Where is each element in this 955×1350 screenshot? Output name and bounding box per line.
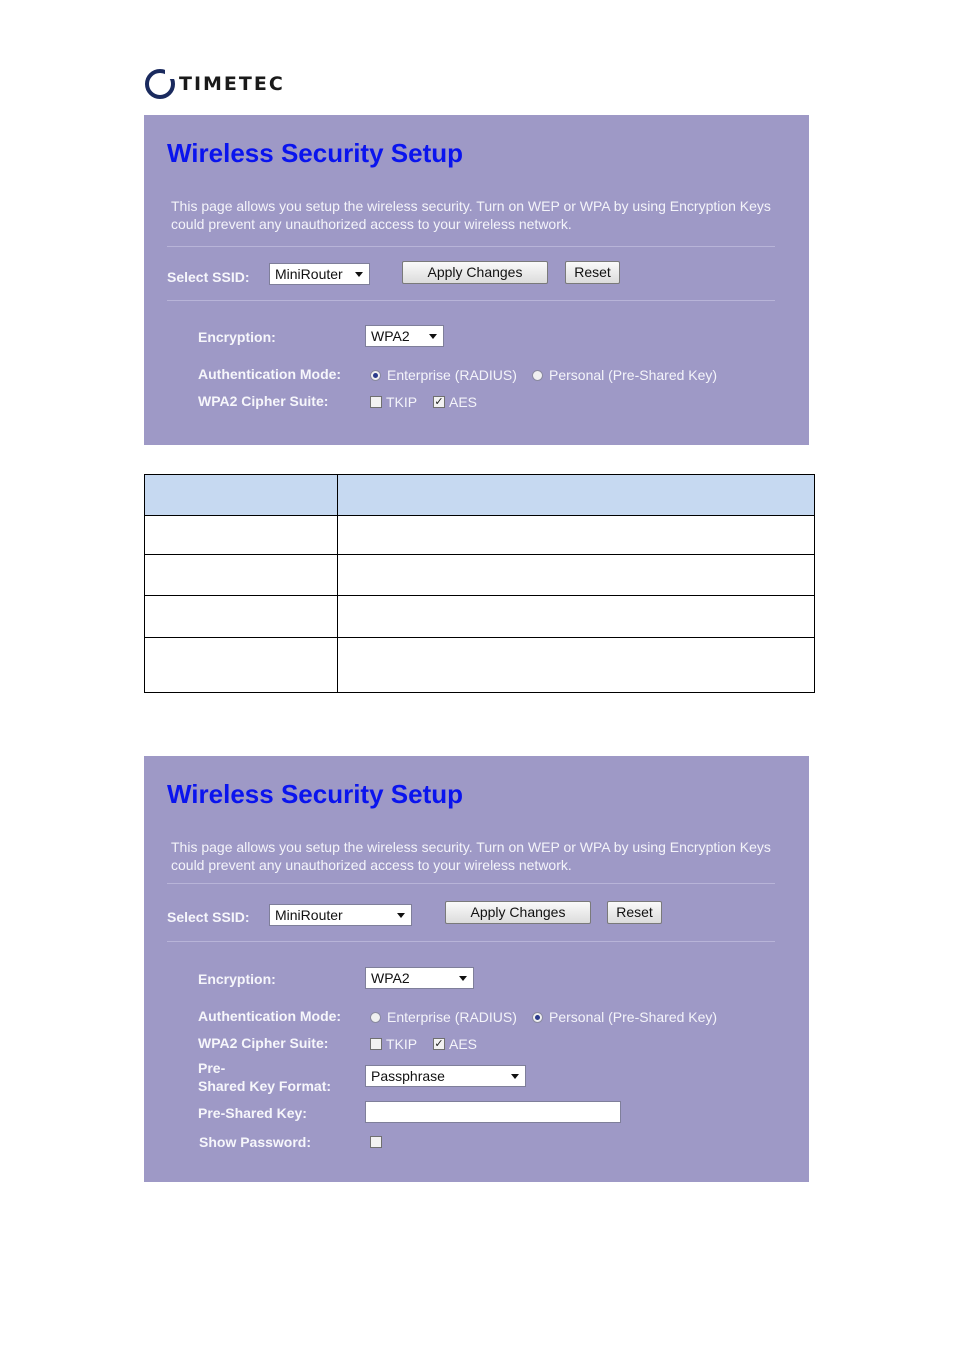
encryption-select[interactable] <box>365 325 444 347</box>
reset-button[interactable]: Reset <box>607 901 662 924</box>
auth-enterprise-label: Enterprise (RADIUS) <box>387 367 517 383</box>
aes-label: AES <box>449 394 478 410</box>
radio-enterprise[interactable] <box>370 370 381 381</box>
auth-enterprise-option[interactable] <box>370 367 517 383</box>
aes-label: AES <box>449 1036 478 1052</box>
wireless-security-panel-1 <box>144 115 809 445</box>
divider <box>167 300 775 301</box>
cipher-aes-option[interactable] <box>433 1036 477 1052</box>
chevron-down-icon <box>459 976 467 981</box>
chevron-down-icon <box>397 913 405 918</box>
ssid-select-value: MiniRouter <box>275 266 343 282</box>
psk-format-label-line-2: Shared Key Format: <box>198 1078 332 1094</box>
cipher-suite-label: WPA2 Cipher Suite: <box>198 1035 329 1051</box>
reset-button[interactable]: Reset <box>565 261 620 284</box>
table-row <box>145 596 815 638</box>
psk-format-select[interactable] <box>365 1065 526 1087</box>
radio-personal[interactable] <box>532 1012 543 1023</box>
psk-format-label-line-1: Pre- <box>198 1060 226 1076</box>
encryption-select[interactable] <box>365 967 474 989</box>
logo-ring-icon <box>145 69 175 99</box>
table-cell <box>338 516 815 555</box>
table-row <box>145 516 815 555</box>
table-cell <box>338 638 815 693</box>
cipher-suite-label: WPA2 Cipher Suite: <box>198 393 329 409</box>
table-cell <box>145 596 338 638</box>
tkip-label: TKIP <box>386 1036 418 1052</box>
wireless-security-panel-2 <box>144 756 809 1182</box>
chevron-down-icon <box>511 1074 519 1079</box>
tkip-checkbox[interactable] <box>370 396 382 408</box>
cipher-aes-option[interactable] <box>433 394 477 410</box>
encryption-label: Encryption: <box>198 971 276 987</box>
page-title: Wireless Security Setup <box>167 138 463 168</box>
tkip-checkbox[interactable] <box>370 1038 382 1050</box>
show-password-label: Show Password: <box>199 1134 312 1150</box>
auth-enterprise-label: Enterprise (RADIUS) <box>387 1009 517 1025</box>
select-ssid-label: Select SSID: <box>167 909 250 925</box>
encryption-select-value: WPA2 <box>371 970 410 986</box>
table-row <box>145 555 815 596</box>
logo-text: TIMETEC <box>179 73 285 95</box>
authentication-mode-label: Authentication Mode: <box>198 1008 342 1024</box>
divider <box>167 246 775 247</box>
select-ssid-label: Select SSID: <box>167 269 250 285</box>
apply-changes-button[interactable]: Apply Changes <box>402 261 548 284</box>
apply-changes-button[interactable]: Apply Changes <box>445 901 591 924</box>
psk-format-label <box>198 1059 331 1095</box>
table-header-cell <box>145 475 338 516</box>
aes-checkbox[interactable]: ✓ <box>434 396 444 408</box>
show-password-checkbox[interactable] <box>370 1136 382 1148</box>
table-cell <box>145 516 338 555</box>
ssid-select[interactable] <box>269 904 412 926</box>
radio-personal[interactable] <box>532 370 543 381</box>
chevron-down-icon <box>355 272 363 277</box>
cipher-tkip-option[interactable] <box>370 1036 417 1052</box>
ssid-select-value: MiniRouter <box>275 907 343 923</box>
encryption-select-value: WPA2 <box>371 328 410 344</box>
psk-input[interactable] <box>365 1101 621 1123</box>
table-cell <box>338 555 815 596</box>
auth-personal-option[interactable] <box>532 367 717 383</box>
auth-personal-option[interactable] <box>532 1009 717 1025</box>
table-cell <box>145 638 338 693</box>
psk-format-select-value: Passphrase <box>371 1068 445 1084</box>
table-cell <box>338 596 815 638</box>
auth-enterprise-option[interactable] <box>370 1009 517 1025</box>
description-table <box>144 474 815 693</box>
auth-personal-label: Personal (Pre-Shared Key) <box>549 367 718 383</box>
divider <box>167 883 775 884</box>
cipher-tkip-option[interactable] <box>370 394 417 410</box>
table-row <box>145 638 815 693</box>
authentication-mode-label: Authentication Mode: <box>198 366 342 382</box>
ssid-select[interactable] <box>269 263 370 285</box>
page-title: Wireless Security Setup <box>167 779 463 809</box>
radio-enterprise[interactable] <box>370 1012 381 1023</box>
page-description: This page allows you setup the wireless security. Turn on WEP or WPA by using Encryption Keys could prevent any unauthorized access to your wireless network. <box>171 839 771 873</box>
table-header-row <box>145 475 815 516</box>
table-header-cell <box>338 475 815 516</box>
tkip-label: TKIP <box>386 394 418 410</box>
divider <box>167 941 775 942</box>
chevron-down-icon <box>429 334 437 339</box>
page-description: This page allows you setup the wireless security. Turn on WEP or WPA by using Encryption Keys could prevent any unauthorized access to your wireless network. <box>171 198 771 232</box>
auth-personal-label: Personal (Pre-Shared Key) <box>549 1009 718 1025</box>
encryption-label: Encryption: <box>198 329 276 345</box>
aes-checkbox[interactable]: ✓ <box>434 1038 444 1050</box>
show-password-option[interactable] <box>370 1136 386 1148</box>
psk-label: Pre-Shared Key: <box>198 1105 307 1121</box>
table-cell <box>145 555 338 596</box>
timetec-logo <box>145 69 285 99</box>
